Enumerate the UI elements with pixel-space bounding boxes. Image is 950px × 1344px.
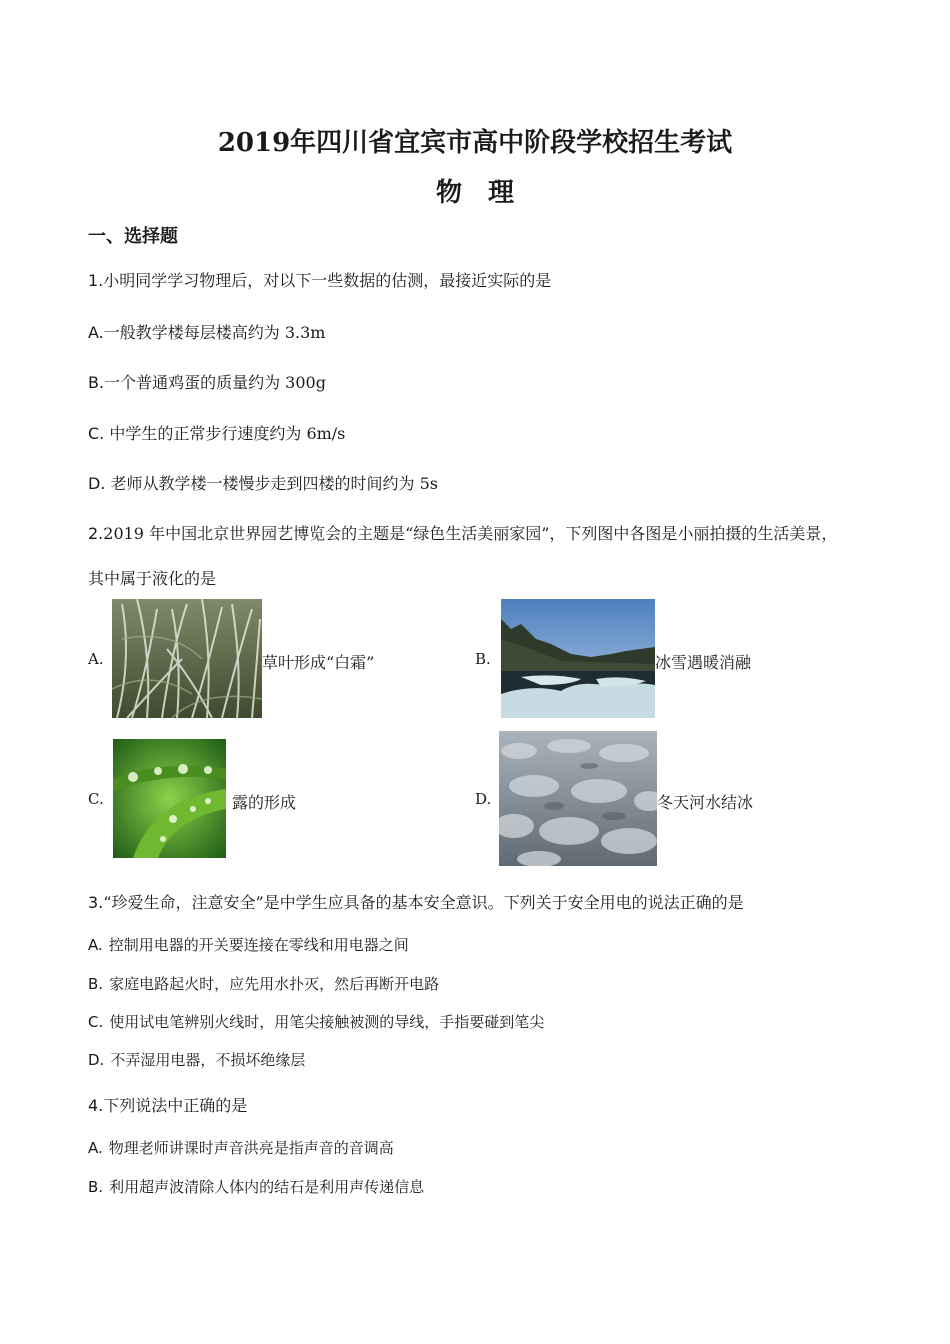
option-letter: A.: [88, 936, 103, 954]
section-heading: 一、选择题: [88, 226, 178, 247]
option-c-caption: 露的形成: [232, 793, 297, 812]
frost-grass-photo: [112, 599, 262, 718]
option-letter: B.: [88, 975, 104, 993]
option-text: 物理老师讲课时声音洪亮是指声音的音调高: [108, 1139, 394, 1157]
question-1-stem: [88, 268, 551, 291]
question-1-option-c: [88, 421, 345, 444]
question-text: 小明同学学习物理后，对以下一些数据的估测，最接近实际的是: [103, 271, 552, 290]
option-d-letter: D.: [475, 790, 492, 808]
subject-title: 物 理: [435, 178, 514, 208]
question-number: 3.: [88, 893, 104, 912]
question-2-stem-line-1: [88, 521, 837, 544]
option-d-caption: 冬天河水结冰: [657, 793, 754, 812]
dew-leaf-photo: [113, 739, 226, 858]
option-letter: C.: [88, 1013, 104, 1031]
question-1-option-b: [88, 370, 326, 393]
question-text: 下列说法中正确的是: [103, 1096, 248, 1115]
question-number: 4.: [88, 1096, 104, 1115]
question-text: “珍爱生命，注意安全”是中学生应具备的基本安全意识。下列关于安全用电的说法正确的是: [103, 893, 744, 912]
option-text: 控制用电器的开关要连接在零线和用电器之间: [108, 936, 409, 954]
exam-title: 2019年四川省宜宾市高中阶段学校招生考试: [217, 128, 733, 158]
option-letter: B.: [88, 373, 105, 392]
question-number: 1.: [88, 271, 104, 290]
option-text: 不弄湿用电器，不损坏绝缘层: [110, 1051, 306, 1069]
frozen-river-photo: [499, 731, 657, 866]
option-text: 利用超声波清除人体内的结石是利用声传递信息: [109, 1178, 425, 1196]
question-4-option-a: [88, 1137, 394, 1158]
option-a-letter: A.: [88, 650, 104, 668]
question-2-stem-line-2: 其中属于液化的是: [88, 569, 217, 588]
option-c-letter: C.: [88, 790, 104, 808]
question-1-option-a: [88, 320, 325, 343]
option-b-letter: B.: [475, 650, 491, 668]
option-a-caption: 草叶形成“白霜”: [262, 653, 375, 672]
melting-ice-photo: [501, 599, 655, 718]
option-letter: B.: [88, 1178, 104, 1196]
option-text: 使用试电笔辨别火线时，用笔尖接触被测的导线，手指要碰到笔尖: [109, 1013, 545, 1031]
question-1-option-d: [88, 471, 438, 494]
option-letter: C.: [88, 424, 105, 443]
option-text: 一般教学楼每层楼高约为 3.3m: [103, 323, 326, 342]
option-text: 中学生的正常步行速度约为 6m/s: [104, 424, 346, 443]
option-letter: D.: [88, 474, 106, 493]
question-3-stem: [88, 890, 744, 913]
question-text: 2019 年中国北京世界园艺博览会的主题是“绿色生活美丽家园”，下列图中各图是小丽拍摄的生活美景，: [103, 524, 838, 543]
question-3-option-d: [88, 1049, 305, 1070]
question-4-option-b: [88, 1176, 424, 1197]
option-letter: D.: [88, 1051, 105, 1069]
option-letter: A.: [88, 1139, 103, 1157]
option-letter: A.: [88, 323, 104, 342]
question-3-option-c: [88, 1011, 544, 1032]
question-4-stem: [88, 1093, 247, 1116]
question-number: 2.: [88, 524, 104, 543]
option-b-caption: 冰雪遇暖消融: [655, 653, 752, 672]
question-3-option-b: [88, 973, 439, 994]
question-3-option-a: [88, 934, 409, 955]
option-text: 一个普通鸡蛋的质量约为 300g: [104, 373, 326, 392]
option-text: 家庭电路起火时，应先用水扑灭，然后再断开电路: [109, 975, 440, 993]
option-text: 老师从教学楼一楼慢步走到四楼的时间约为 5s: [105, 474, 438, 493]
